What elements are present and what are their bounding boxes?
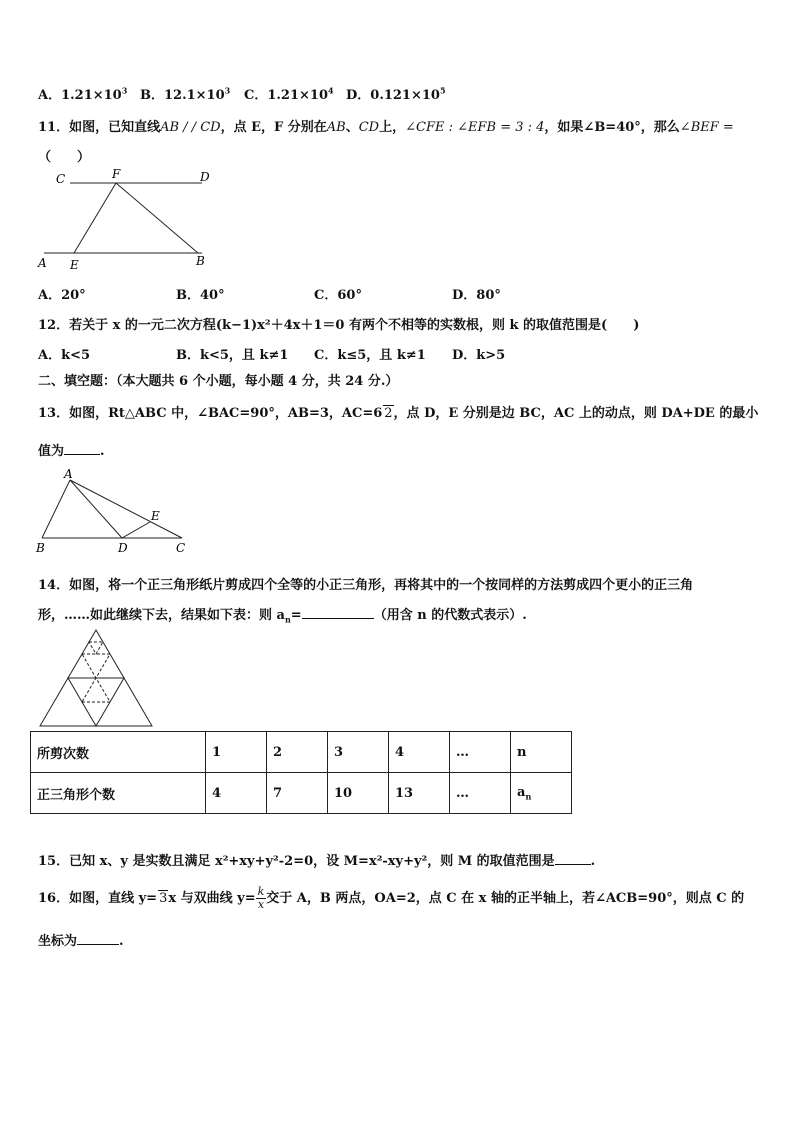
q11-label-a: A xyxy=(38,256,47,270)
q14-question: 14．如图，将一个正三角形纸片剪成四个全等的小正三角形，再将其中的一个按同样的方法剪成四个更小的正三角 xyxy=(38,578,694,593)
q16-sqrt: 3 xyxy=(159,891,168,906)
table-cell: 正三角形个数 xyxy=(31,773,206,814)
q13-label-b: B xyxy=(36,541,45,555)
q11-label-c: C xyxy=(56,172,66,186)
q13-question: 13．如图，Rt△ABC 中，∠BAC=90°，AB=3，AC=6 2，点 D，E 分别是边 BC，AC 上的动点，则 DA+DE 的最小 xyxy=(38,406,759,421)
q13-seg-ab xyxy=(42,480,70,538)
q11-label-d: D xyxy=(200,170,210,184)
q11-label-b: B xyxy=(196,254,205,268)
table-cell: 10 xyxy=(328,773,389,814)
q13-question-cont: 值为 . xyxy=(38,444,105,459)
q11-paren: （ ） xyxy=(38,150,91,165)
table-row xyxy=(31,732,572,773)
table-cell: … xyxy=(450,732,511,773)
q14-figure xyxy=(38,628,158,730)
q12-option-b: B．k<5，且 k≠1 xyxy=(176,348,289,363)
q12-option-d: D．k>5 xyxy=(452,348,506,363)
q11-label-e: E xyxy=(70,258,79,272)
table-row xyxy=(31,773,572,814)
q13-seg-ad xyxy=(70,480,122,538)
q16-answer-blank xyxy=(77,943,119,945)
q14-table xyxy=(30,731,572,814)
table-cell: n xyxy=(511,732,572,773)
q10-option-a: A．$1.21\times 10^3$ xyxy=(38,85,128,103)
q13-seg-de xyxy=(122,522,150,538)
q13-figure xyxy=(30,466,200,558)
q10-option-c: C．$1.21\times 10^4$ xyxy=(244,85,334,103)
table-cell: 4 xyxy=(206,773,267,814)
table-cell: 7 xyxy=(267,773,328,814)
q13-seg-ac xyxy=(70,480,182,538)
section-2-title: 二、填空题：（本大题共 6 个小题，每小题 4 分，共 24 分.） xyxy=(38,374,399,389)
q12-option-c: C．k≤5，且 k≠1 xyxy=(314,348,426,363)
table-cell: 所剪次数 xyxy=(31,732,206,773)
q16-question-cont: 坐标为 . xyxy=(38,934,124,949)
q13-label-c: C xyxy=(176,541,186,555)
q13-label-e: E xyxy=(151,509,160,523)
q11-option-b: B．40° xyxy=(176,288,225,303)
table-cell: 13 xyxy=(389,773,450,814)
table-cell: 1 xyxy=(206,732,267,773)
q11-figure xyxy=(30,165,220,275)
q13-answer-blank xyxy=(64,453,100,455)
q11-option-c: C．60° xyxy=(314,288,362,303)
q13-label-d: D xyxy=(118,541,128,555)
q14-answer-blank xyxy=(302,617,374,619)
q15-answer-blank xyxy=(555,863,591,865)
table-cell: 3 xyxy=(328,732,389,773)
q11-option-a: A．20° xyxy=(38,288,86,303)
q11-seg-fe xyxy=(74,183,116,253)
q12-question: 12．若关于 x 的一元二次方程(k−1)x²＋4x＋1＝0 有两个不相等的实数根，则 k 的取值范围是( ) xyxy=(38,318,640,333)
q16-fraction: $\frac{k}{x}$ xyxy=(257,885,265,911)
q10-option-b: B．$12.1\times 10^3$ xyxy=(140,85,231,103)
q11-seg-fb xyxy=(116,183,198,253)
q13-label-a: A xyxy=(64,467,73,481)
table-cell: $a_n$ xyxy=(511,773,572,814)
q13-sqrt: 2 xyxy=(384,406,393,421)
q11-label-f: F xyxy=(112,167,121,181)
q16-question: 16．如图，直线 y= 3x 与双曲线 y= $\frac{k}{x}$ 交于 A，B 两点，OA=2，点 C 在 x 轴的正半轴上，若∠ACB=90°，则点 C 的 xyxy=(38,885,745,911)
table-cell: 2 xyxy=(267,732,328,773)
table-cell: 4 xyxy=(389,732,450,773)
q15-question: 15．已知 x、y 是实数且满足 x²+xy+y²-2=0，设 M=x²-xy+y²，则 M 的取值范围是 . xyxy=(38,854,596,869)
q14-question-cont: 形，……如此继续下去，结果如下表：则 $a_n=$ （用含 n 的代数式表示）. xyxy=(38,608,527,625)
q11-question: 11．如图，已知直线AB / / CD，点 E，F 分别在AB、CD上，∠CFE : ∠EFB = 3 : 4，如果∠B=40°，那么∠BEF = xyxy=(38,120,734,135)
q12-option-a: A．k<5 xyxy=(38,348,91,363)
q11-option-d: D．80° xyxy=(452,288,501,303)
q10-option-d: D．$0.121\times 10^5$ xyxy=(346,85,446,103)
table-cell: … xyxy=(450,773,511,814)
